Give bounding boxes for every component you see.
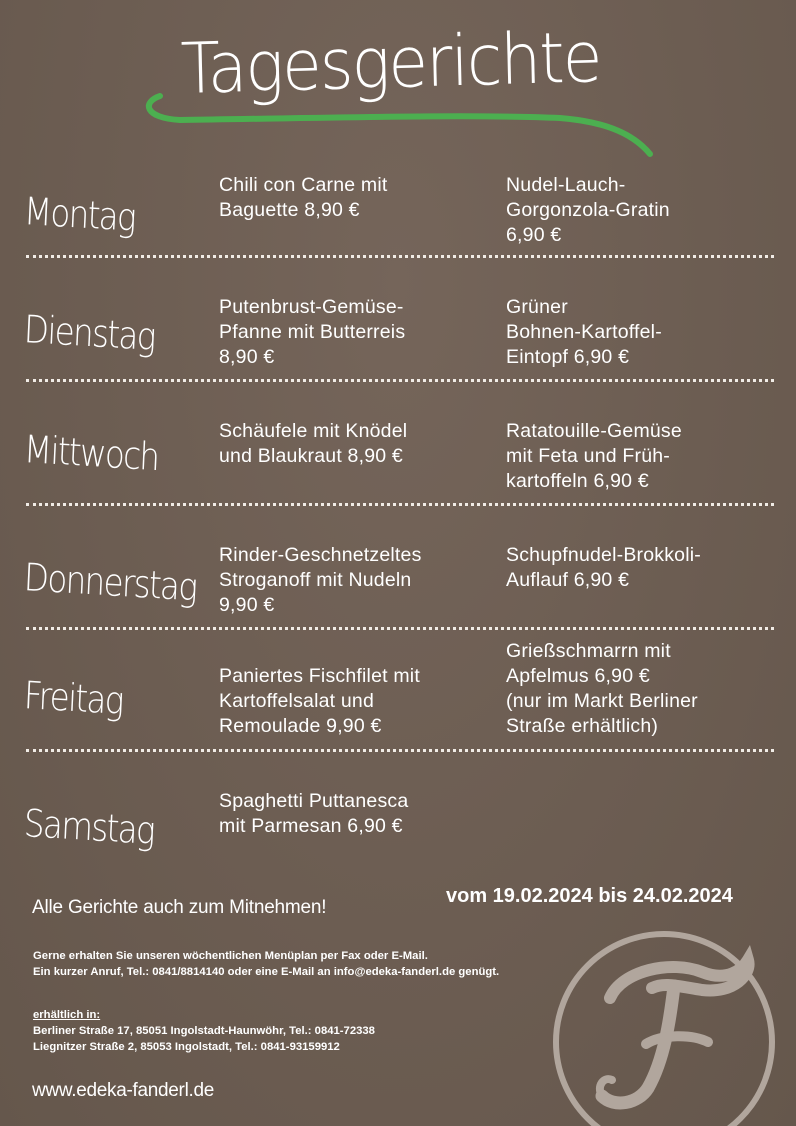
- dotted-divider: [26, 255, 774, 258]
- green-underline-swoosh: [140, 88, 670, 168]
- fanderl-f-logo-icon: [552, 930, 796, 1126]
- newsletter-info: [33, 948, 573, 980]
- dish-main: Paniertes Fischfilet mit Kartoffelsalat und Remoulade 9,90 €: [219, 665, 420, 737]
- day-label: Dienstag: [23, 307, 156, 359]
- takeaway-note: Alle Gerichte auch zum Mitnehmen!: [32, 897, 327, 918]
- dotted-divider: [26, 627, 774, 630]
- dish-alternative: Grüner Bohnen-Kartoffel- Eintopf 6,90 €: [506, 296, 662, 368]
- dish-alternative: Nudel-Lauch- Gorgonzola-Gratin 6,90 €: [506, 174, 670, 246]
- day-label: Montag: [23, 189, 136, 240]
- store-locations: [33, 1007, 573, 1055]
- info-line: Gerne erhalten Sie unseren wöchentlichen Menüplan per Fax oder E-Mail.: [33, 950, 428, 962]
- dish-alternative: Schupfnudel-Brokkoli- Auflauf 6,90 €: [506, 544, 701, 591]
- dotted-divider: [26, 503, 774, 506]
- dish-main: Schäufele mit Knödel und Blaukraut 8,90 €: [219, 420, 408, 467]
- dish-main: Putenbrust-Gemüse- Pfanne mit Butterreis 8,90 €: [219, 296, 406, 368]
- page-title: Tagesgerichte: [179, 16, 602, 110]
- day-label: Samstag: [23, 801, 155, 853]
- dotted-divider: [26, 379, 774, 382]
- day-label: Mittwoch: [23, 427, 160, 480]
- dish-alternative: Ratatouille-Gemüse mit Feta und Früh- kartoffeln 6,90 €: [506, 420, 682, 492]
- info-text: Ein kurzer Anruf, Tel.: 0841/8814140 oder eine E-Mail an: [33, 966, 334, 978]
- dish-main: Chili con Carne mit Baguette 8,90 €: [219, 174, 388, 221]
- locations-heading: erhältlich in:: [33, 1009, 101, 1021]
- dish-main: Spaghetti Puttanesca mit Parmesan 6,90 €: [219, 790, 409, 837]
- info-line: [33, 964, 573, 980]
- dotted-divider: [26, 749, 774, 752]
- location-item: Berliner Straße 17, 85051 Ingolstadt-Haunwöhr, Tel.: 0841-72338: [33, 1025, 375, 1037]
- menu-period: vom 19.02.2024 bis 24.02.2024: [446, 885, 733, 907]
- email-link[interactable]: info@edeka-fanderl.de: [333, 966, 456, 978]
- dish-alternative: Grießschmarrn mit Apfelmus 6,90 € (nur im Markt Berliner Straße erhältlich): [506, 640, 698, 737]
- location-item: Liegnitzer Straße 2, 85053 Ingolstadt, Tel.: 0841-93159912: [33, 1041, 340, 1053]
- website-link[interactable]: www.edeka-fanderl.de: [32, 1080, 214, 1101]
- info-text: genügt.: [455, 966, 500, 978]
- day-label: Donnerstag: [23, 555, 198, 610]
- dish-main: Rinder-Geschnetzeltes Stroganoff mit Nudeln 9,90 €: [219, 544, 422, 616]
- day-label: Freitag: [23, 673, 124, 723]
